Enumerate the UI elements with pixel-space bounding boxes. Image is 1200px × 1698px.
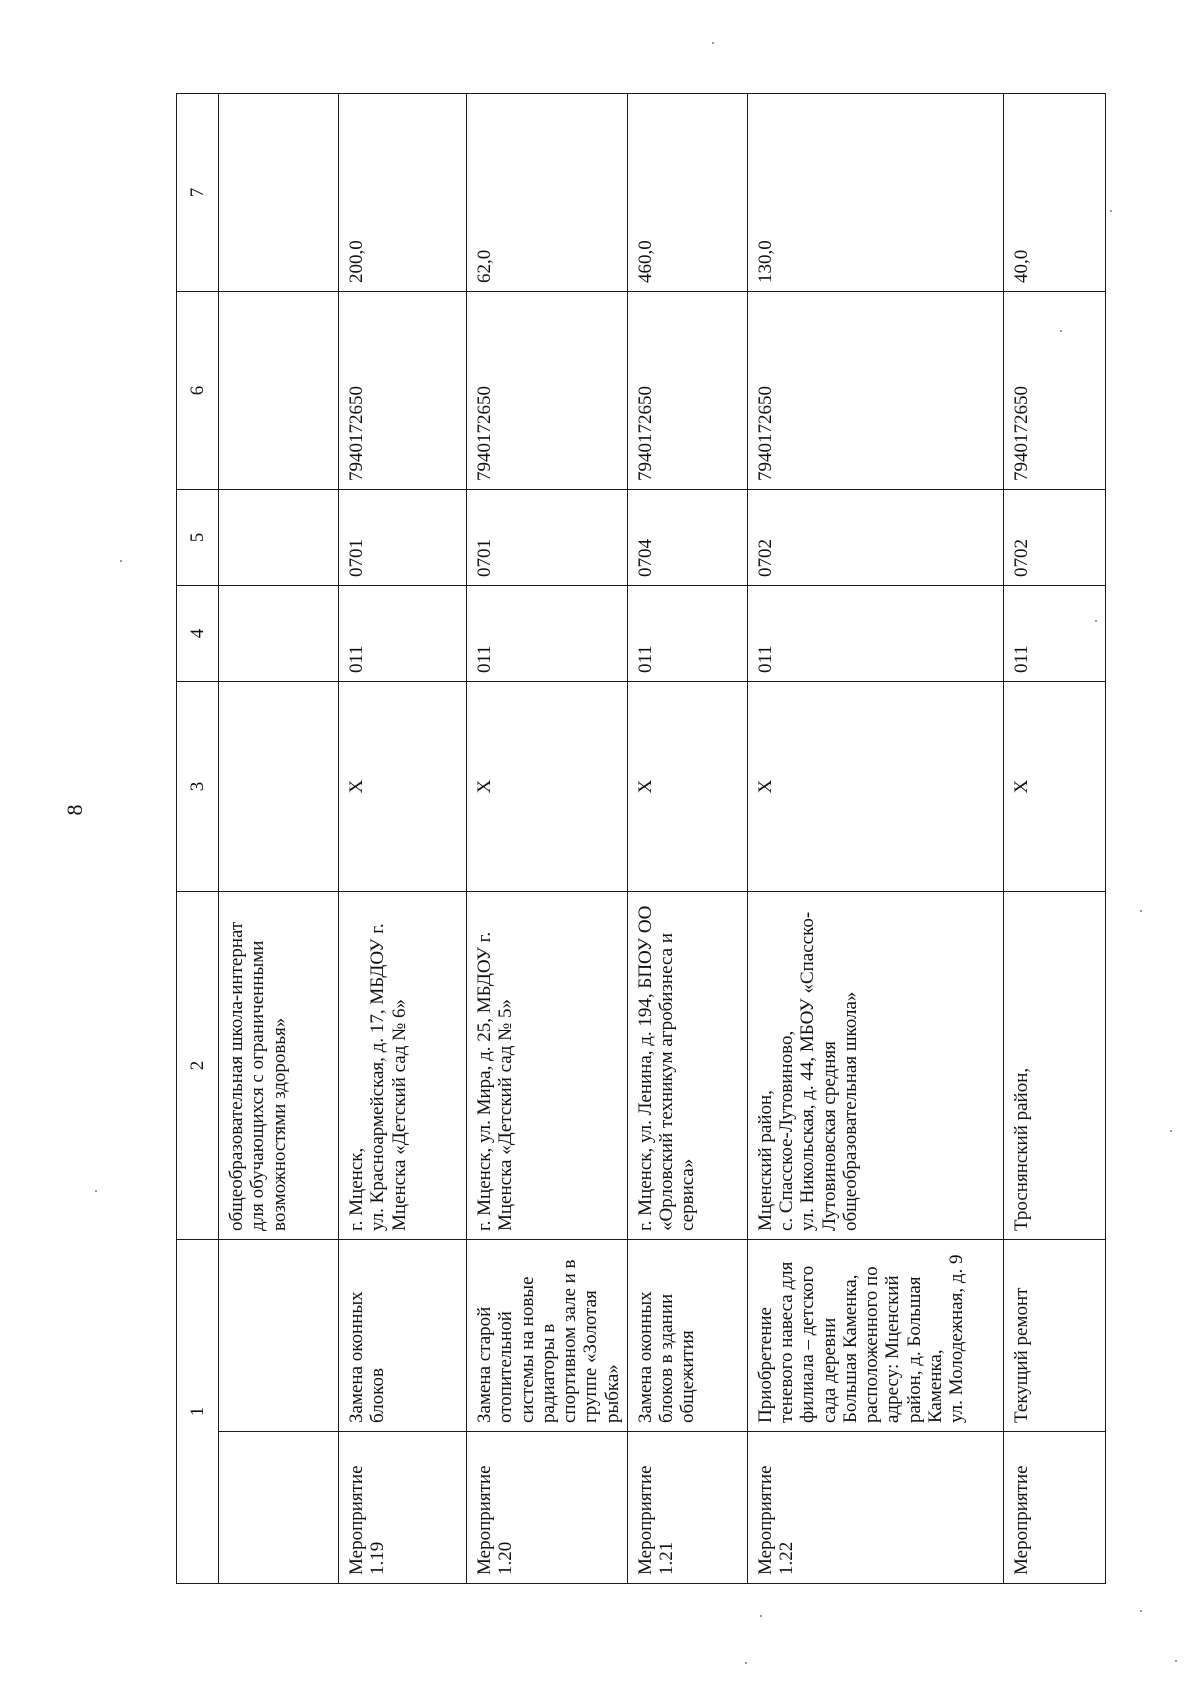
scan-speck [95,1190,97,1192]
col-header-4: 4 [177,586,219,682]
scan-speck [1140,910,1142,912]
cell-work: Приобретение теневого навеса для филиала – детского сада деревни Большая Каменка, расположенного по адресу: Мценский район, д. Большая Каменка, ул. Молодежная, д. 9 [747,1240,1003,1432]
scan-speck [1060,330,1062,332]
cell-col6 [219,292,339,490]
cell-col6: 7940172650 [467,292,628,490]
table-row [467,94,628,1584]
cell-col5: 0704 [627,490,747,586]
cell-col4 [219,586,339,682]
cell-address: Троснянский район, [1003,892,1105,1240]
cell-col3: Х [747,682,1003,892]
cell-col7 [219,94,339,292]
scan-speck [1170,1130,1172,1132]
measures-table [176,93,1106,1584]
scan-speck [120,560,122,562]
cell-address: Мценский район, с. Спасское-Лутовиново, ул. Никольская, д. 44, МБОУ «Спасско-Лутовиновская средняя общеобразовательная школа» [747,892,1003,1240]
cell-col7: 40,0 [1003,94,1105,292]
cell-address: г. Мценск, ул. Ленина, д. 194, БПОУ ОО «Орловский техникум агробизнеса и сервиса» [627,892,747,1240]
cell-measure [219,1432,339,1584]
scan-speck [1110,210,1112,212]
scan-speck [1140,1610,1142,1612]
cell-measure: Мероприятие 1.21 [627,1432,747,1584]
cell-col4: 011 [747,586,1003,682]
cell-col5: 0701 [339,490,467,586]
cell-col5: 0702 [1003,490,1105,586]
cell-col6: 7940172650 [747,292,1003,490]
cell-col4: 011 [627,586,747,682]
cell-col3: Х [1003,682,1105,892]
cell-measure: Мероприятие [1003,1432,1105,1584]
col-header-7: 7 [177,94,219,292]
cell-col4: 011 [467,586,628,682]
header-row [177,94,219,1584]
rotated-table-frame [176,94,1106,1584]
cell-col4: 011 [339,586,467,682]
cell-col7: 460,0 [627,94,747,292]
cell-col5 [219,490,339,586]
cell-col7: 62,0 [467,94,628,292]
cell-col6: 7940172650 [339,292,467,490]
cell-work: Замена старой отопительной системы на новые радиаторы в спортивном зале и в группе «Золотая рыбка» [467,1240,628,1432]
col-header-2: 2 [177,892,219,1240]
col-header-5: 5 [177,490,219,586]
col-header-6: 6 [177,292,219,490]
col-header-1: 1 [177,1240,219,1584]
cell-address: г. Мценск, ул. Красноармейская, д. 17, МБДОУ г. Мценска «Детский сад № 6» [339,892,467,1240]
cell-col3 [219,682,339,892]
cell-address: общеобразовательная школа-интернат для обучающихся с ограниченными возможностями здоровья» [219,892,339,1240]
scan-speck [745,1662,747,1664]
cell-col3: Х [467,682,628,892]
cell-measure: Мероприятие 1.20 [467,1432,628,1584]
page-number: 8 [62,804,87,816]
cell-work: Текущий ремонт [1003,1240,1105,1432]
table-row [747,94,1003,1584]
cell-measure: Мероприятие 1.22 [747,1432,1003,1584]
cell-col3: Х [627,682,747,892]
col-header-3: 3 [177,682,219,892]
scan-speck [712,42,714,44]
cell-col5: 0701 [467,490,628,586]
cell-work: Замена оконных блоков в здании общежития [627,1240,747,1432]
cell-col4: 011 [1003,586,1105,682]
table-row [1003,94,1105,1584]
table-row [339,94,467,1584]
scan-speck [1175,1660,1177,1662]
cell-col6: 7940172650 [1003,292,1105,490]
cell-col6: 7940172650 [627,292,747,490]
cell-work [219,1240,339,1432]
table-row [627,94,747,1584]
cell-address: г. Мценск, ул. Мира, д. 25, МБДОУ г. Мценска «Детский сад № 5» [467,892,628,1240]
table-row [219,94,339,1584]
cell-col7: 200,0 [339,94,467,292]
cell-work: Замена оконных блоков [339,1240,467,1432]
cell-col5: 0702 [747,490,1003,586]
scan-speck [760,1615,762,1617]
cell-col3: Х [339,682,467,892]
cell-measure: Мероприятие 1.19 [339,1432,467,1584]
cell-col7: 130,0 [747,94,1003,292]
scan-speck [1095,620,1097,622]
